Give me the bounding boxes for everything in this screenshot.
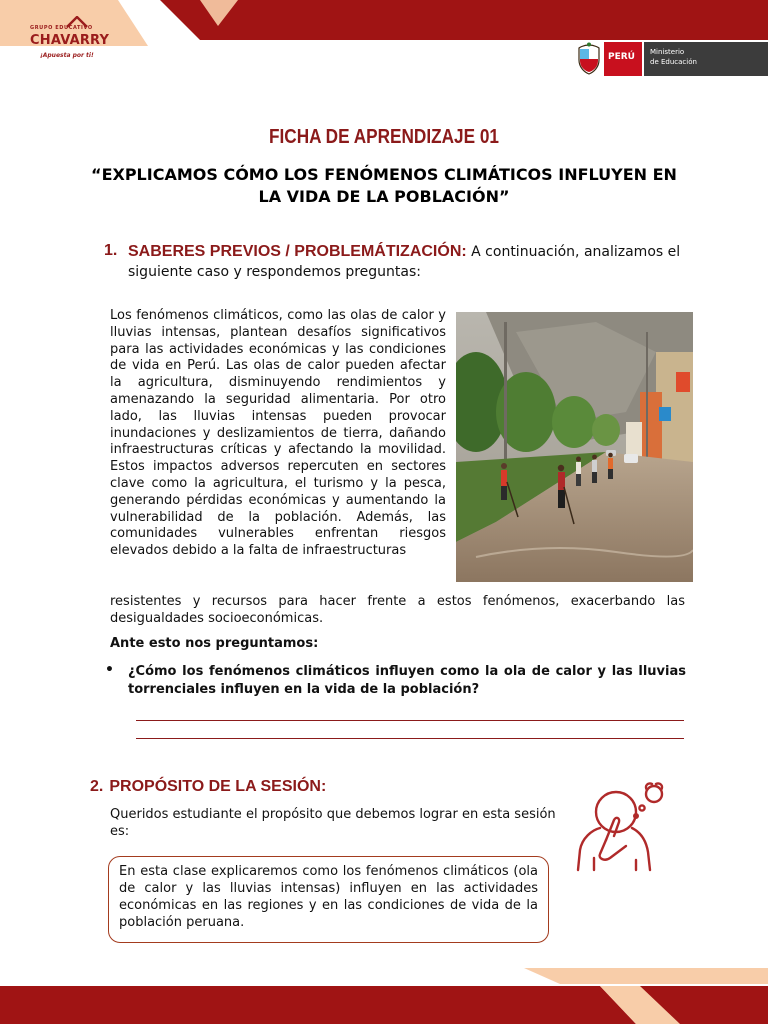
flood-photo-illustration (456, 312, 693, 582)
section-1-heading-block (104, 242, 704, 282)
case-paragraph-part1: Los fenómenos climáticos, como las olas de calor y lluvias intensas, plantean desafíos significativos para las actividades económicas y las condiciones de vida en Perú. Las olas de calor pueden afectar la agricultura, disminuyendo rendimientos y amenazando la seguridad alimentaria. Por otro lado, las lluvias intensas pueden provocar inundaciones y deslizamientos de tierra, dañando infraestructuras críticas y afectando la movilidad. Estos impactos adversos repercuten en sectores clave como la agricultura, el turismo y la pesca, generando pérdidas económicas y aumentando la vulnerabilidad de la población. Además, las comunidades vulnerables enfrentan riesgos elevados debido a la falta de infraestructuras (110, 308, 446, 559)
page-subtitle: “EXPLICAMOS CÓMO LOS FENÓMENOS CLIMÁTICOS INFLUYEN EN LA VIDA DE LA POBLACIÓN” (91, 165, 677, 206)
section-1-text (128, 242, 704, 282)
ask-label: Ante esto nos preguntamos: (110, 636, 319, 651)
page-footer (0, 964, 768, 1024)
logo-name: CHAVARRY (30, 33, 110, 48)
chavarry-logo (22, 16, 122, 64)
section-1-number: 1. (104, 242, 118, 259)
ministry-banner (568, 40, 768, 78)
logo-group-label: GRUPO EDUCATIVO (30, 25, 93, 31)
section-2-heading-block (90, 778, 326, 796)
flood-street-photo (456, 312, 693, 582)
page-title: FICHA DE APRENDIZAJE 01 (268, 126, 499, 148)
section-2-number: 2. (90, 778, 104, 795)
thinking-person-icon (570, 780, 674, 874)
bullet-marker: • (105, 662, 114, 678)
ministry-label (644, 42, 768, 76)
case-paragraph-part2: resistentes y recursos para hacer frente a estos fenómenos, exacerbando las desigualdades socioeconómicas. (110, 594, 685, 626)
section-2-heading: PROPÓSITO DE LA SESIÓN: (109, 778, 327, 795)
section-1-heading: SABERES PREVIOS / PROBLEMÁTIZACIÓN: (128, 243, 467, 260)
guiding-question: ¿Cómo los fenómenos climáticos influyen como la ola de calor y las lluvias torrenciales influyen en la vida de la población? (128, 664, 686, 697)
footer-decoration (0, 964, 768, 1024)
purpose-text: En esta clase explicaremos como los fenómenos climáticos (ola de calor y las lluvias intensas) influyen en las actividades económicas en las regiones y en las condiciones de vida de la población peruana. (119, 864, 538, 930)
shield-icon (574, 42, 604, 76)
purpose-box (108, 856, 549, 943)
section-2-intro: Queridos estudiante el propósito que debemos lograr en esta sesión es: (110, 807, 556, 839)
ministry-line1: Ministerio (650, 48, 685, 56)
peru-label: PERÚ (604, 42, 642, 76)
logo-slogan: ¡Apuesta por ti! (40, 52, 94, 59)
answer-line-1[interactable] (136, 720, 684, 721)
answer-line-2[interactable] (136, 738, 684, 739)
section-1-intro: A continuación, analizamos el siguiente caso y respondemos preguntas: (128, 244, 681, 280)
page-header (0, 0, 768, 100)
ministry-line2: de Educación (650, 58, 697, 66)
